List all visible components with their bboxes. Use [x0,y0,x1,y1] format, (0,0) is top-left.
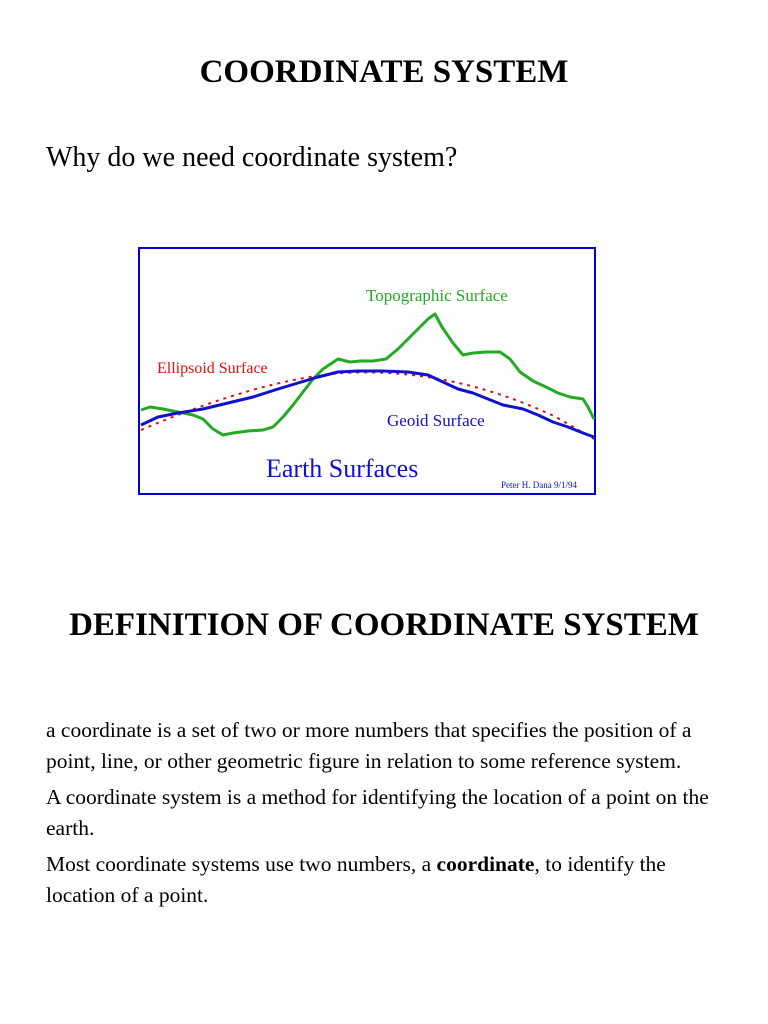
definition-body [46,715,726,916]
topographic-label: Topographic Surface [366,286,508,305]
para3-bold-term: coordinate [436,852,535,876]
section-title: DEFINITION OF COORDINATE SYSTEM [69,607,699,643]
definition-paragraph-3 [46,849,726,911]
credit-label: Peter H. Dana 9/1/94 [501,480,577,490]
para3-text-start: Most coordinate systems use two numbers, a [46,852,437,876]
para3-text-end: , to identify the location of a point. [46,852,666,907]
definition-paragraph-1: a coordinate is a set of two or more numbers that specifies the position of a point, line, or other geometric figure in relation to some reference system. [46,718,692,773]
page-title: COORDINATE SYSTEM [199,54,569,90]
definition-paragraph-2: A coordinate system is a method for identifying the location of a point on the earth. [46,785,709,840]
caption-label: Earth Surfaces [266,454,419,483]
ellipsoid-label: Ellipsoid Surface [157,360,268,377]
earth-surfaces-diagram [138,247,596,495]
geoid-label: Geoid Surface [387,411,485,430]
intro-question: Why do we need coordinate system? [46,142,458,173]
